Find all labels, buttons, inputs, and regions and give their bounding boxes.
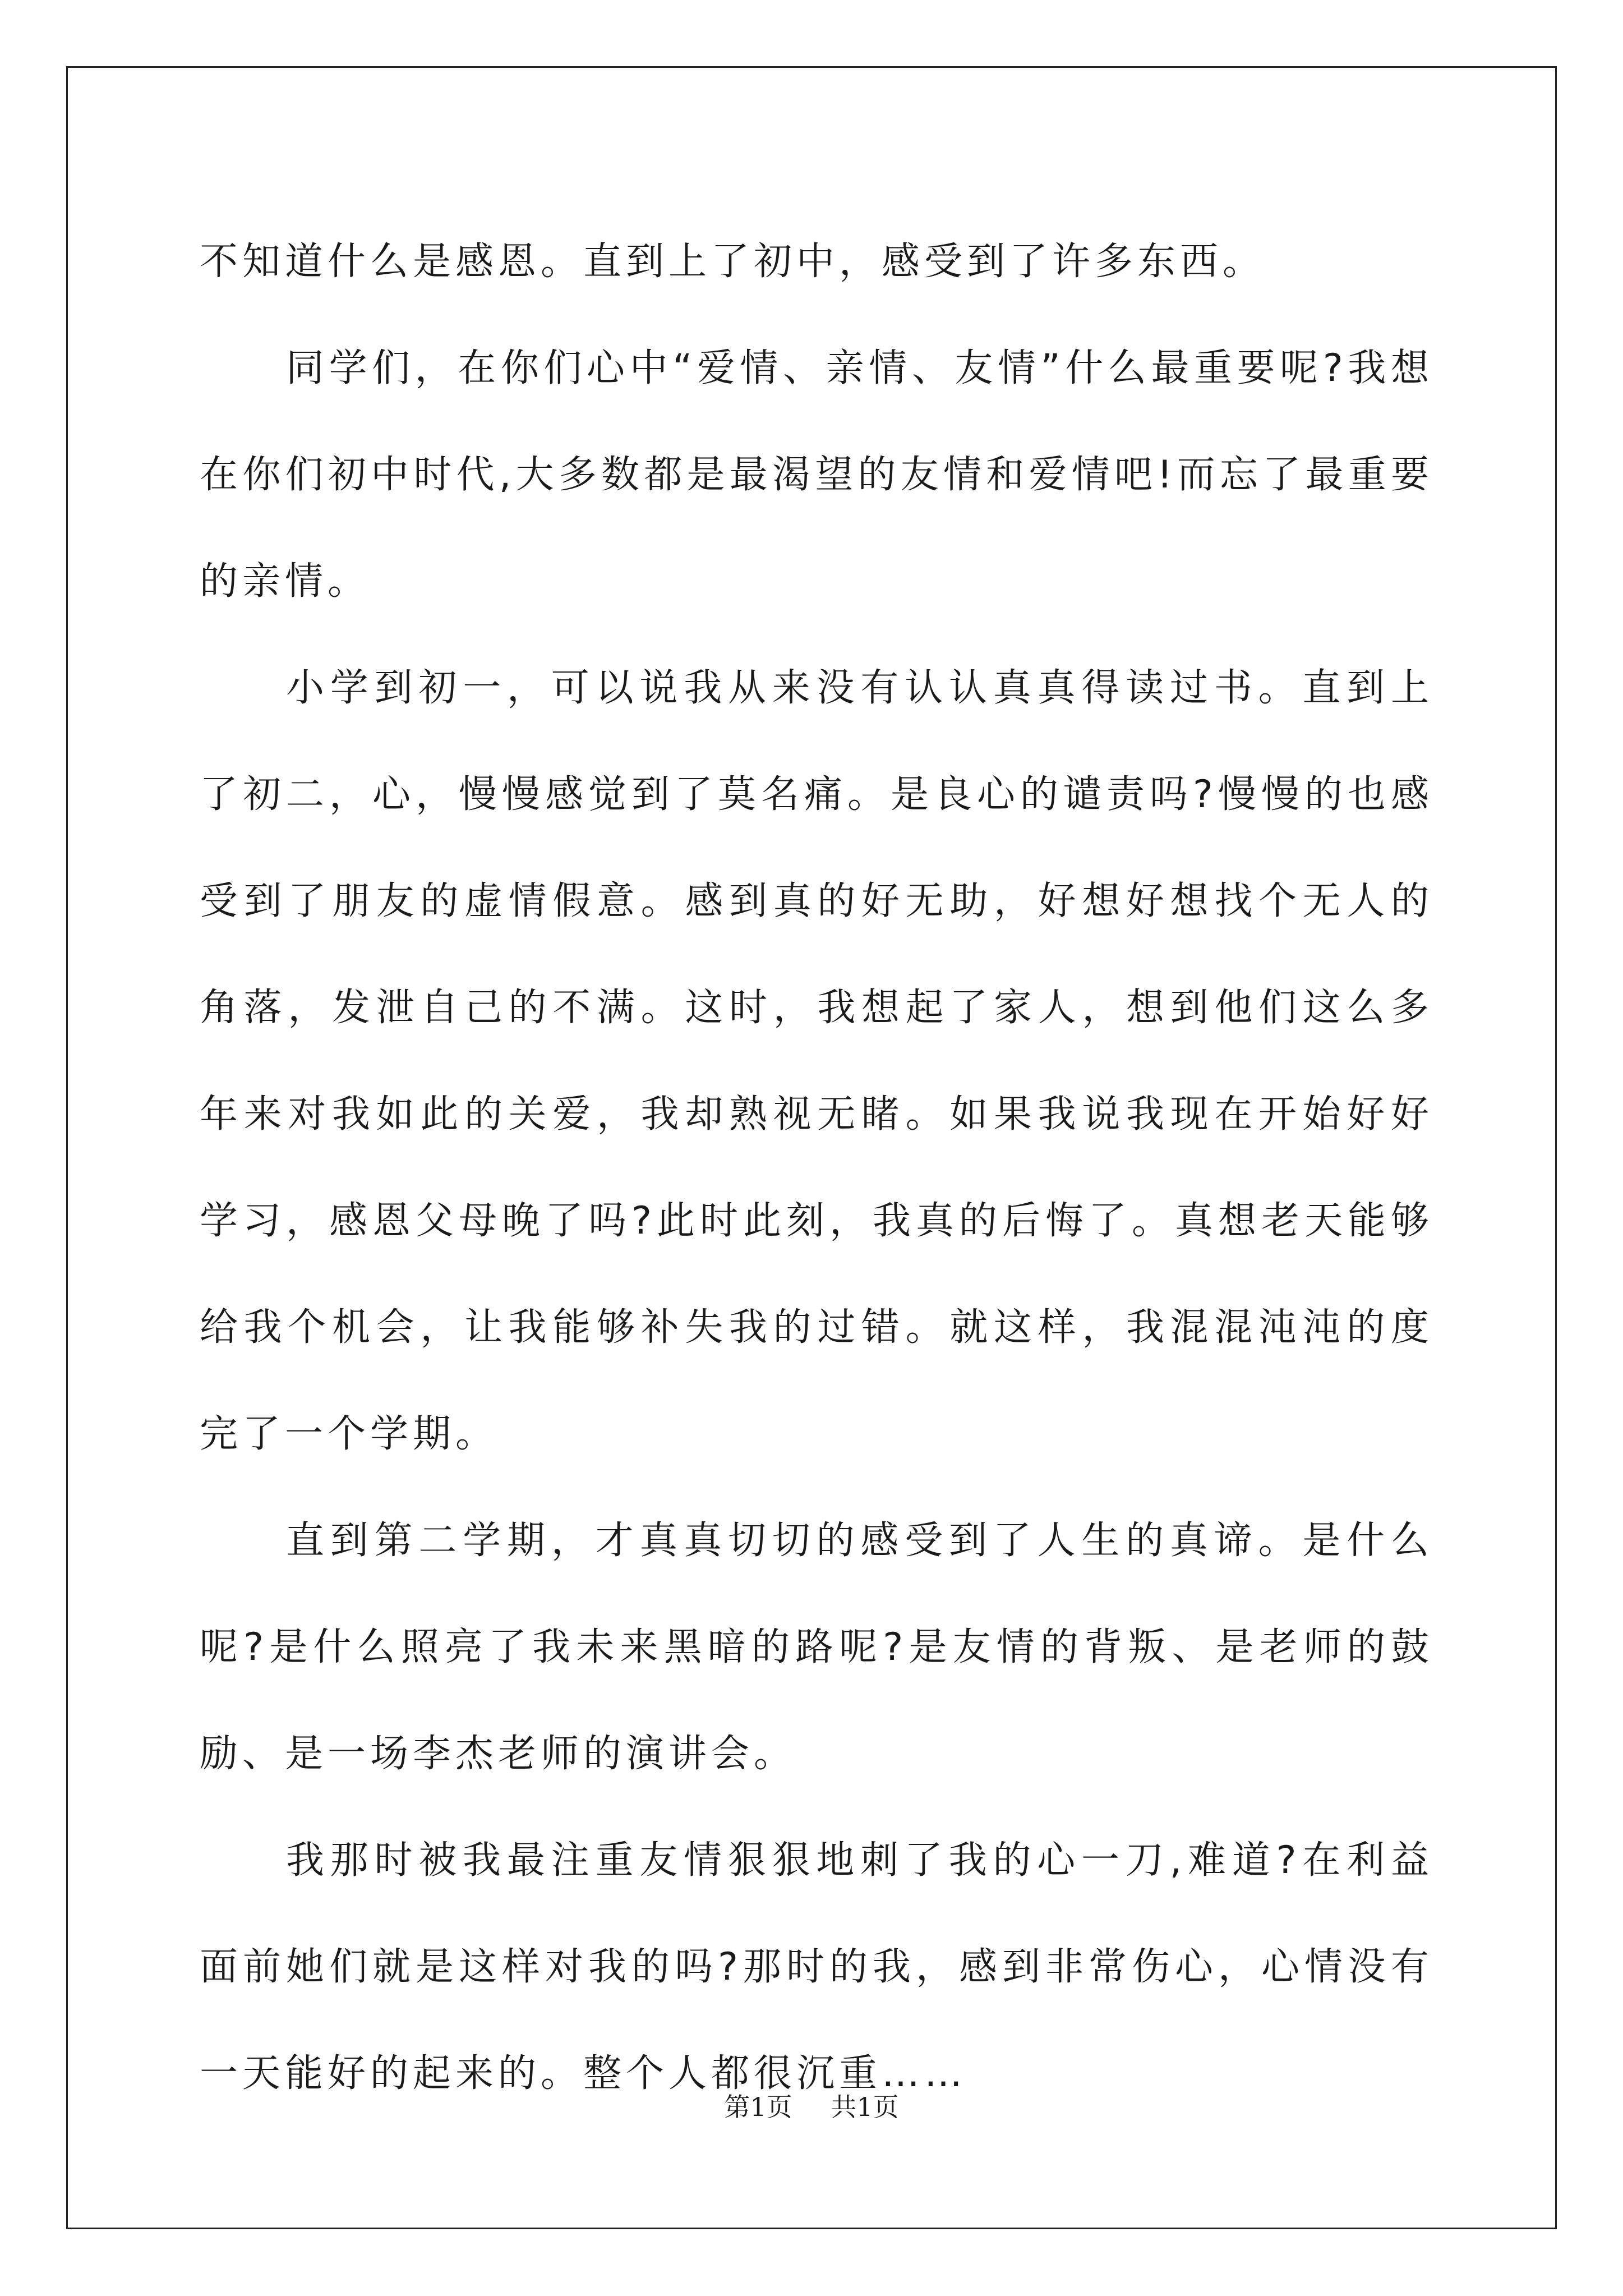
document-body	[200, 209, 1433, 2127]
paragraph-2: 同学们，在你们心中“爱情、亲情、友情”什么最重要呢?我想在你们初中时代,大多数都是最渴望的友情和爱情吧!而忘了最重要的亲情。	[200, 346, 1433, 604]
paragraph-3: 小学到初一，可以说我从来没有认认真真得读过书。直到上了初二，心，慢慢感觉到了莫名痛。是良心的谴责吗?慢慢的也感受到了朋友的虚情假意。感到真的好无助，好想好想找个无人的角落，发泄自己的不满。这时，我想起了家人，想到他们这么多年来对我如此的关爱，我却熟视无睹。如果我说我现在开始好好学习，感恩父母晚了吗?此时此刻，我真的后悔了。真想老天能够给我个机会，让我能够补失我的过错。就这样，我混混沌沌的度完了一个学期。	[200, 666, 1434, 1456]
paragraph-1: 不知道什么是感恩。直到上了初中，感受到了许多东西。	[200, 240, 1266, 284]
paragraph-5: 我那时被我最注重友情狠狠地刺了我的心一刀,难道?在利益面前她们就是这样对我的吗?那时的我，感到非常伤心，心情没有一天能好的起来的。整个人都很沉重……	[200, 1838, 1433, 2096]
paragraph-4: 直到第二学期，才真真切切的感受到了人生的真谛。是什么呢?是什么照亮了我未来黑暗的路呢?是友情的背叛、是老师的鼓励、是一场李杰老师的演讲会。	[200, 1519, 1433, 1776]
page-total: 共1页	[831, 2092, 899, 2122]
page-footer	[0, 2087, 1623, 2124]
page-number: 第1页	[724, 2092, 792, 2122]
